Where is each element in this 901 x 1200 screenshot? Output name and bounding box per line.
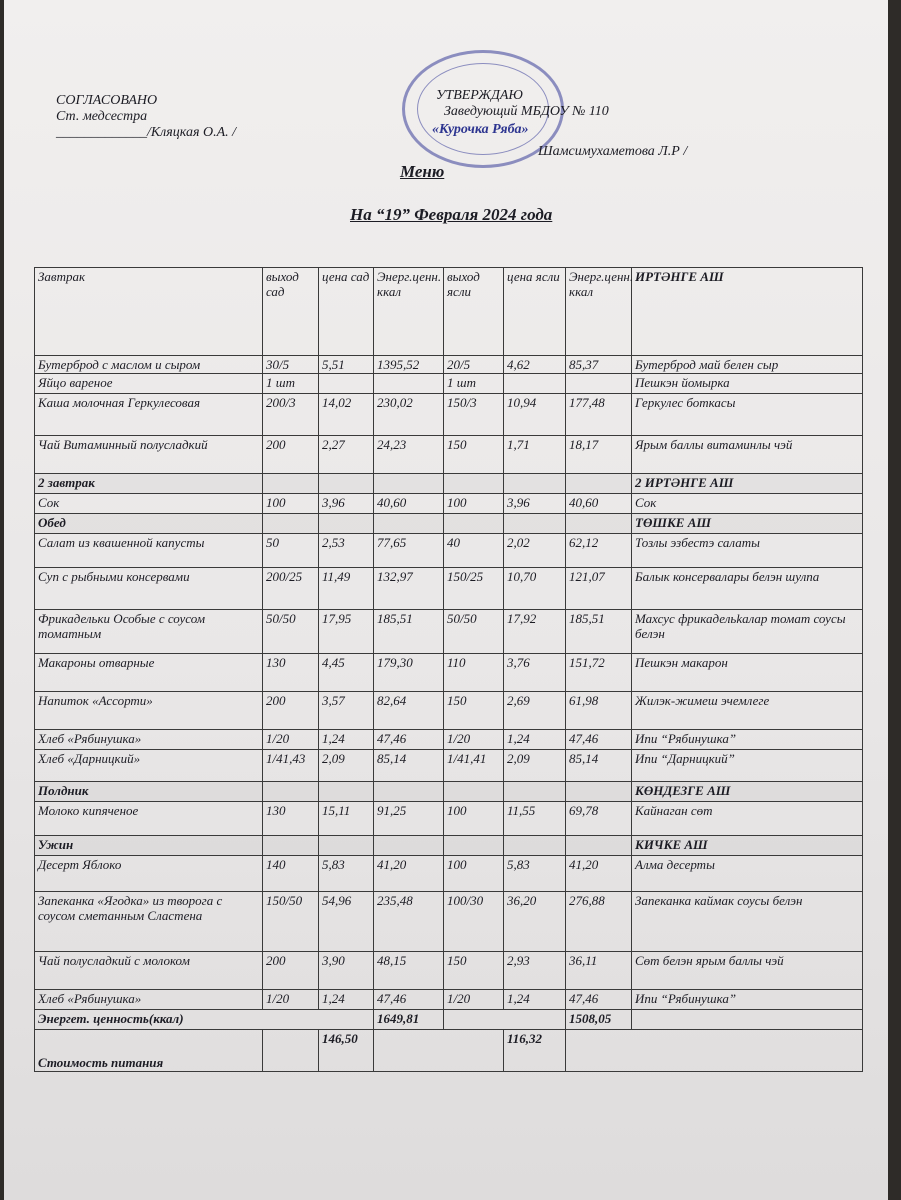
table-header-row — [35, 268, 863, 356]
table-row — [35, 730, 863, 750]
menu-table — [34, 267, 863, 1072]
approval-left-role: Ст. медсестра — [56, 109, 148, 124]
empty-cell — [263, 836, 319, 856]
empty-cell — [263, 514, 319, 534]
empty-cell — [566, 836, 632, 856]
output-yasli: 100/30 — [444, 892, 504, 952]
approval-right-signature: Шамсимухаметова Л.Р / — [538, 144, 688, 159]
output-sad: 100 — [263, 494, 319, 514]
empty-cell — [374, 514, 444, 534]
energy-sad: 47,46 — [374, 730, 444, 750]
energy-sad: 41,20 — [374, 856, 444, 892]
section-row — [35, 782, 863, 802]
price-sad: 5,83 — [319, 856, 374, 892]
section-name-tatar: ТӨШКЕ АШ — [632, 514, 863, 534]
energy-label: Энергет. ценность(ккал) — [35, 1010, 374, 1030]
table-row — [35, 494, 863, 514]
price-sad: 17,95 — [319, 610, 374, 654]
energy-sad: 235,48 — [374, 892, 444, 952]
price-yasli: 1,71 — [504, 436, 566, 474]
output-sad: 200 — [263, 692, 319, 730]
empty-cell — [374, 836, 444, 856]
table-row — [35, 436, 863, 474]
cost-total-yasli: 116,32 — [504, 1030, 566, 1072]
output-yasli: 40 — [444, 534, 504, 568]
section-name: 2 завтрак — [35, 474, 263, 494]
price-yasli: 2,02 — [504, 534, 566, 568]
price-yasli — [504, 374, 566, 394]
output-yasli: 1/20 — [444, 990, 504, 1010]
header-price-sad: цена сад — [319, 268, 374, 356]
price-yasli: 2,69 — [504, 692, 566, 730]
price-sad: 1,24 — [319, 730, 374, 750]
empty-cell — [374, 1030, 504, 1072]
price-yasli: 4,62 — [504, 356, 566, 374]
empty-cell — [504, 474, 566, 494]
output-sad: 1/20 — [263, 990, 319, 1010]
energy-yasli: 85,14 — [566, 750, 632, 782]
output-yasli: 1 шт — [444, 374, 504, 394]
page-subtitle: На “19” Февраля 2024 года — [350, 205, 553, 224]
output-yasli: 100 — [444, 802, 504, 836]
table-row — [35, 990, 863, 1010]
table-row — [35, 802, 863, 836]
price-sad: 4,45 — [319, 654, 374, 692]
output-yasli: 150 — [444, 692, 504, 730]
empty-cell — [374, 782, 444, 802]
approval-right-title: УТВЕРЖДАЮ — [436, 88, 523, 103]
energy-sad: 82,64 — [374, 692, 444, 730]
header-energy-yasli: Энерг.ценн. ккал — [566, 268, 632, 356]
energy-yasli: 185,51 — [566, 610, 632, 654]
section-name-tatar: КИЧКЕ АШ — [632, 836, 863, 856]
empty-cell — [566, 1030, 863, 1072]
dish-name: Десерт Яблоко — [35, 856, 263, 892]
output-yasli: 20/5 — [444, 356, 504, 374]
empty-cell — [444, 1010, 566, 1030]
dish-name-tatar: Жилэк-жимеш эчемлеге — [632, 692, 863, 730]
dish-name: Напиток «Ассорти» — [35, 692, 263, 730]
table-row — [35, 374, 863, 394]
section-row — [35, 514, 863, 534]
price-yasli: 10,70 — [504, 568, 566, 610]
price-yasli: 1,24 — [504, 990, 566, 1010]
energy-sad: 24,23 — [374, 436, 444, 474]
output-yasli: 1/41,41 — [444, 750, 504, 782]
output-sad: 1 шт — [263, 374, 319, 394]
output-sad: 200/25 — [263, 568, 319, 610]
empty-cell — [263, 474, 319, 494]
price-yasli: 10,94 — [504, 394, 566, 436]
table-row — [35, 952, 863, 990]
empty-cell — [504, 836, 566, 856]
approval-left — [56, 93, 236, 141]
table-row — [35, 534, 863, 568]
dish-name: Бутерброд с маслом и сыром — [35, 356, 263, 374]
approval-left-signature: _____________/Кляцкая О.А. / — [56, 125, 237, 140]
dish-name: Макароны отварные — [35, 654, 263, 692]
price-sad: 54,96 — [319, 892, 374, 952]
output-sad: 1/41,43 — [263, 750, 319, 782]
section-row — [35, 474, 863, 494]
energy-sad: 185,51 — [374, 610, 444, 654]
price-sad: 1,24 — [319, 990, 374, 1010]
output-sad: 140 — [263, 856, 319, 892]
approval-right-role: Заведующий МБДОУ № 110 — [444, 104, 609, 119]
output-sad: 130 — [263, 654, 319, 692]
table-row — [35, 568, 863, 610]
empty-cell — [319, 514, 374, 534]
output-sad: 200/3 — [263, 394, 319, 436]
output-sad: 50/50 — [263, 610, 319, 654]
cost-total-row — [35, 1030, 863, 1072]
price-yasli: 17,92 — [504, 610, 566, 654]
dish-name-tatar: Запеканка каймак соусы белэн — [632, 892, 863, 952]
dish-name: Чай Витаминный полусладкий — [35, 436, 263, 474]
price-sad: 3,96 — [319, 494, 374, 514]
energy-sad — [374, 374, 444, 394]
price-sad: 5,51 — [319, 356, 374, 374]
energy-yasli: 41,20 — [566, 856, 632, 892]
dish-name: Фрикадельки Особые с соусом томатным — [35, 610, 263, 654]
section-name: Обед — [35, 514, 263, 534]
output-yasli: 100 — [444, 494, 504, 514]
energy-yasli: 276,88 — [566, 892, 632, 952]
dish-name-tatar: Бутерброд май белен сыр — [632, 356, 863, 374]
energy-yasli: 85,37 — [566, 356, 632, 374]
dish-name-tatar: Ипи “Рябинушка” — [632, 990, 863, 1010]
dish-name-tatar: Ипи “Дарницкий” — [632, 750, 863, 782]
dish-name: Хлеб «Рябинушка» — [35, 730, 263, 750]
dish-name: Хлеб «Рябинушка» — [35, 990, 263, 1010]
output-yasli: 100 — [444, 856, 504, 892]
price-sad — [319, 374, 374, 394]
energy-sad: 77,65 — [374, 534, 444, 568]
stamp-text: «Курочка Ряба» — [432, 122, 529, 137]
dish-name: Чай полусладкий с молоком — [35, 952, 263, 990]
energy-sad: 132,97 — [374, 568, 444, 610]
energy-total-yasli: 1508,05 — [566, 1010, 632, 1030]
energy-sad: 47,46 — [374, 990, 444, 1010]
section-name: Ужин — [35, 836, 263, 856]
output-sad: 200 — [263, 436, 319, 474]
page-title: Меню — [400, 162, 445, 181]
table-row — [35, 356, 863, 374]
empty-cell — [319, 836, 374, 856]
empty-cell — [444, 782, 504, 802]
dish-name: Яйцо вареное — [35, 374, 263, 394]
dish-name: Запеканка «Ягодка» из творога с соусом сметанным Сластена — [35, 892, 263, 952]
dish-name: Хлеб «Дарницкий» — [35, 750, 263, 782]
dish-name: Сок — [35, 494, 263, 514]
dish-name-tatar: Сөт белэн ярым баллы чэй — [632, 952, 863, 990]
energy-yasli: 177,48 — [566, 394, 632, 436]
dish-name-tatar: Алма десерты — [632, 856, 863, 892]
dish-name: Молоко кипяченое — [35, 802, 263, 836]
price-sad: 2,27 — [319, 436, 374, 474]
output-yasli: 1/20 — [444, 730, 504, 750]
dish-name-tatar: Сок — [632, 494, 863, 514]
empty-cell — [444, 474, 504, 494]
output-sad: 30/5 — [263, 356, 319, 374]
output-sad: 150/50 — [263, 892, 319, 952]
dish-name-tatar: Балык консервалары белэн шулпа — [632, 568, 863, 610]
section-name: Полдник — [35, 782, 263, 802]
dish-name: Суп с рыбными консервами — [35, 568, 263, 610]
price-yasli: 5,83 — [504, 856, 566, 892]
dish-name: Каша молочная Геркулесовая — [35, 394, 263, 436]
price-sad: 11,49 — [319, 568, 374, 610]
price-yasli: 11,55 — [504, 802, 566, 836]
table-row — [35, 750, 863, 782]
price-sad: 2,53 — [319, 534, 374, 568]
energy-yasli: 61,98 — [566, 692, 632, 730]
cost-label: Стоимость питания — [35, 1030, 263, 1072]
energy-sad: 40,60 — [374, 494, 444, 514]
energy-sad: 85,14 — [374, 750, 444, 782]
energy-yasli: 62,12 — [566, 534, 632, 568]
empty-cell — [263, 782, 319, 802]
price-sad: 2,09 — [319, 750, 374, 782]
empty-cell — [263, 1030, 319, 1072]
price-sad: 3,90 — [319, 952, 374, 990]
energy-sad: 1395,52 — [374, 356, 444, 374]
header-price-yasli: цена ясли — [504, 268, 566, 356]
energy-total-sad: 1649,81 — [374, 1010, 444, 1030]
price-yasli: 3,96 — [504, 494, 566, 514]
output-yasli: 150 — [444, 952, 504, 990]
energy-sad: 91,25 — [374, 802, 444, 836]
price-yasli: 3,76 — [504, 654, 566, 692]
empty-cell — [319, 782, 374, 802]
price-sad: 3,57 — [319, 692, 374, 730]
output-sad: 200 — [263, 952, 319, 990]
output-yasli: 150 — [444, 436, 504, 474]
energy-yasli: 36,11 — [566, 952, 632, 990]
header-output-sad: выход сад — [263, 268, 319, 356]
output-sad: 130 — [263, 802, 319, 836]
empty-cell — [444, 836, 504, 856]
section-name-tatar: 2 ИРТӘНГЕ АШ — [632, 474, 863, 494]
empty-cell — [504, 514, 566, 534]
section-row — [35, 836, 863, 856]
energy-sad: 179,30 — [374, 654, 444, 692]
empty-cell — [504, 782, 566, 802]
table-row — [35, 856, 863, 892]
dish-name-tatar: Геркулес боткасы — [632, 394, 863, 436]
table-row — [35, 692, 863, 730]
empty-cell — [319, 474, 374, 494]
output-sad: 1/20 — [263, 730, 319, 750]
dish-name-tatar: Ипи “Рябинушка” — [632, 730, 863, 750]
energy-yasli: 69,78 — [566, 802, 632, 836]
empty-cell — [566, 782, 632, 802]
section-name-tatar: КӨНДЕЗГЕ АШ — [632, 782, 863, 802]
header-tatar: ИРТӘНГЕ АШ — [632, 268, 863, 356]
energy-sad: 48,15 — [374, 952, 444, 990]
price-yasli: 1,24 — [504, 730, 566, 750]
header-output-yasli: выход ясли — [444, 268, 504, 356]
empty-cell — [632, 1010, 863, 1030]
price-yasli: 2,09 — [504, 750, 566, 782]
dish-name-tatar: Махсус фрикадельkалар томат соусы белэн — [632, 610, 863, 654]
header-energy-sad: Энерг.ценн. ккал — [374, 268, 444, 356]
empty-cell — [566, 514, 632, 534]
empty-cell — [444, 514, 504, 534]
energy-sad: 230,02 — [374, 394, 444, 436]
dish-name-tatar: Пешкэн макарон — [632, 654, 863, 692]
menu-sheet — [4, 0, 888, 1200]
empty-cell — [374, 474, 444, 494]
approval-left-title: СОГЛАСОВАНО — [56, 93, 158, 108]
price-sad: 14,02 — [319, 394, 374, 436]
energy-yasli: 151,72 — [566, 654, 632, 692]
output-yasli: 110 — [444, 654, 504, 692]
energy-yasli — [566, 374, 632, 394]
energy-yasli: 40,60 — [566, 494, 632, 514]
table-row — [35, 394, 863, 436]
dish-name-tatar: Тозлы эзбестэ салаты — [632, 534, 863, 568]
output-yasli: 150/3 — [444, 394, 504, 436]
energy-yasli: 121,07 — [566, 568, 632, 610]
dish-name: Салат из квашенной капусты — [35, 534, 263, 568]
price-sad: 15,11 — [319, 802, 374, 836]
price-yasli: 36,20 — [504, 892, 566, 952]
energy-total-row — [35, 1010, 863, 1030]
table-row — [35, 892, 863, 952]
table-row — [35, 654, 863, 692]
energy-yasli: 47,46 — [566, 730, 632, 750]
energy-yasli: 18,17 — [566, 436, 632, 474]
dish-name-tatar: Кайнаган сөт — [632, 802, 863, 836]
dish-name-tatar: Ярым баллы витаминлы чэй — [632, 436, 863, 474]
energy-yasli: 47,46 — [566, 990, 632, 1010]
price-yasli: 2,93 — [504, 952, 566, 990]
dish-name-tatar: Пешкэн йомырка — [632, 374, 863, 394]
cost-total-sad: 146,50 — [319, 1030, 374, 1072]
header-meal: Завтрак — [35, 268, 263, 356]
output-sad: 50 — [263, 534, 319, 568]
table-row — [35, 610, 863, 654]
output-yasli: 150/25 — [444, 568, 504, 610]
empty-cell — [566, 474, 632, 494]
output-yasli: 50/50 — [444, 610, 504, 654]
